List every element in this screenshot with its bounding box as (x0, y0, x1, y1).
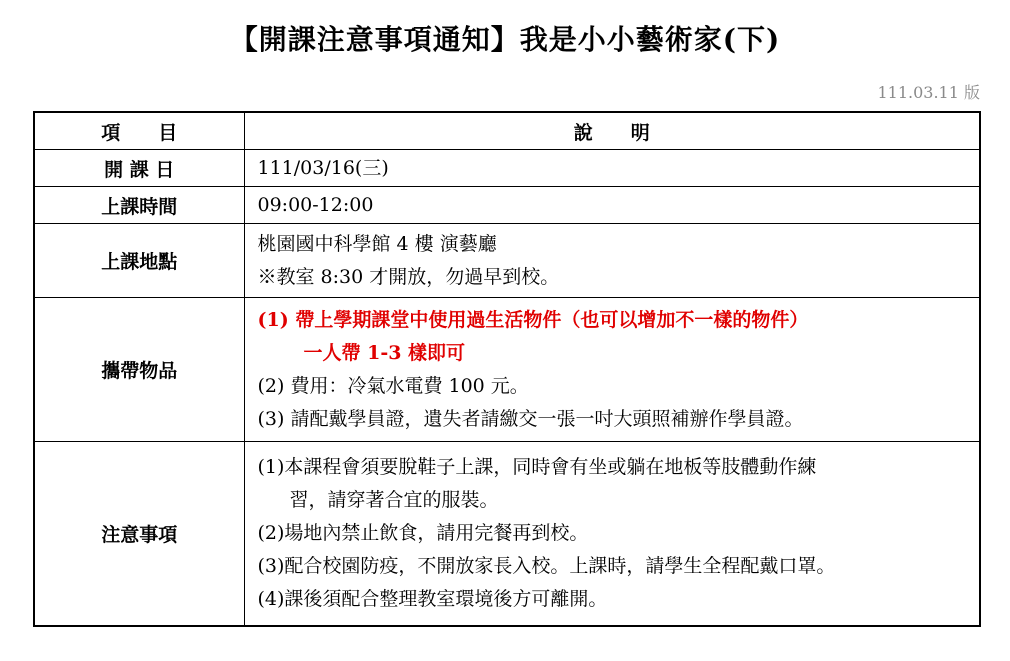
notes-line-1-cont: 習，請穿著合宜的服裝。 (289, 488, 499, 511)
notes-line-2: (2)場地內禁止飲食，請用完餐再到校。 (257, 521, 589, 544)
desc-items (244, 298, 980, 442)
row-notes (34, 442, 980, 626)
items-line-1-cont: 一人帶 1-3 樣即可 (303, 341, 466, 364)
row-course-date (34, 150, 980, 187)
notes-line-3: (3)配合校園防疫，不開放家長入校。上課時，請學生全程配戴口罩。 (257, 554, 836, 577)
location-venue: 桃園國中科學館 4 樓 演藝廳 (257, 232, 497, 255)
table-header-row (34, 112, 980, 150)
label-course-date: 開 課 日 (34, 150, 244, 187)
items-line-3: (3) 請配戴學員證，遺失者請繳交一張一吋大頭照補辦作學員證。 (257, 407, 804, 430)
document-title: 【開課注意事項通知】我是小小藝術家(下) (229, 23, 781, 56)
notes-line-1: (1)本課程會須要脫鞋子上課，同時會有坐或躺在地板等肢體動作練 (257, 455, 817, 478)
version-label: 111.03.11 版 (877, 83, 980, 102)
label-items: 攜帶物品 (34, 298, 244, 442)
notice-table (33, 111, 981, 627)
class-time-value: 09:00-12:00 (257, 193, 374, 216)
label-class-time: 上課時間 (34, 187, 244, 224)
desc-notes (244, 442, 980, 626)
location-note: ※教室 8:30 才開放，勿過早到校。 (257, 265, 560, 288)
row-location (34, 224, 980, 298)
notes-line-4: (4)課後須配合整理教室環境後方可離開。 (257, 587, 608, 610)
header-description: 說 明 (244, 112, 980, 150)
items-line-1: (1) 帶上學期課堂中使用過生活物件（也可以增加不一樣的物件） (257, 308, 809, 331)
items-line-2: (2) 費用：冷氣水電費 100 元。 (257, 374, 529, 397)
desc-course-date (244, 150, 980, 187)
row-items (34, 298, 980, 442)
label-location: 上課地點 (34, 224, 244, 298)
label-notes: 注意事項 (34, 442, 244, 626)
header-item: 項 目 (34, 112, 244, 150)
desc-location (244, 224, 980, 298)
row-class-time (34, 187, 980, 224)
course-date-value: 111/03/16(三) (257, 156, 389, 179)
desc-class-time (244, 187, 980, 224)
